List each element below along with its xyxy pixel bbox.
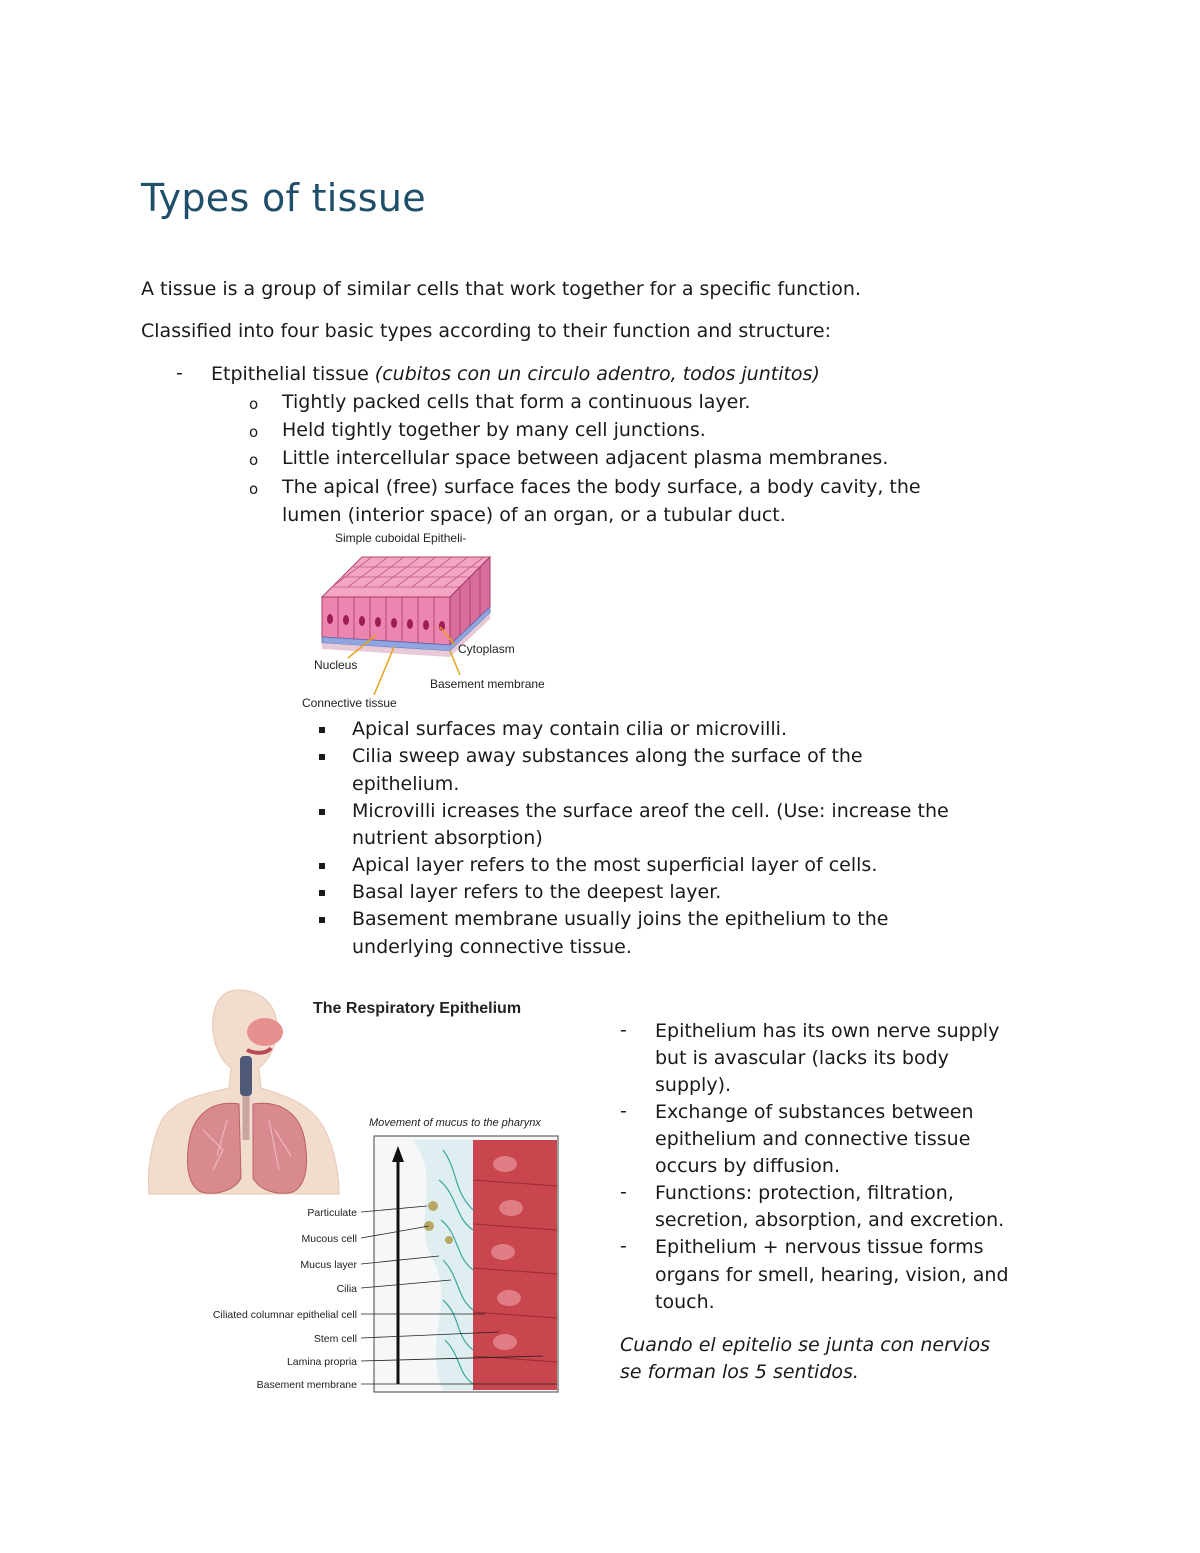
- sub-point-line: nutrient absorption): [352, 827, 543, 849]
- figure2-label: Ciliated columnar epithelial cell: [212, 1309, 357, 1321]
- square-bullet: [319, 917, 325, 923]
- epithelial-note: (cubitos con un circulo adentro, todos juntitos): [374, 363, 820, 385]
- figure2-label: Mucus layer: [300, 1259, 357, 1271]
- dash-bullet: -: [620, 1181, 627, 1203]
- figure1-label-cytoplasm: Cytoplasm: [458, 642, 515, 656]
- sub-point-line: Apical surfaces may contain cilia or microvilli.: [352, 718, 787, 740]
- epithelial-point-continued: lumen (interior space) of an organ, or a tubular duct.: [282, 504, 786, 526]
- dash-bullet: -: [620, 1235, 627, 1257]
- sub-point-line: Basal layer refers to the deepest layer.: [352, 881, 722, 903]
- right-point-line: occurs by diffusion.: [655, 1155, 841, 1177]
- epithelial-point: The apical (free) surface faces the body surface, a body cavity, the: [282, 476, 921, 498]
- square-bullet: [319, 754, 325, 760]
- circle-bullet: o: [249, 480, 259, 498]
- figure2-title: The Respiratory Epithelium: [313, 1000, 522, 1017]
- circle-bullet: o: [249, 423, 259, 441]
- dash-bullet: -: [176, 362, 183, 384]
- square-bullet: [319, 809, 325, 815]
- figure2-label: Particulate: [307, 1207, 357, 1219]
- respiratory-epithelium-figure: [143, 980, 565, 1396]
- closing-note-line: [620, 1332, 990, 1359]
- square-bullet: [319, 890, 325, 896]
- right-point-line: organs for smell, hearing, vision, and: [655, 1264, 1009, 1286]
- figure2-label: Cilia: [336, 1283, 357, 1295]
- right-point-line: Exchange of substances between: [655, 1101, 974, 1123]
- classified-paragraph: Classified into four basic types according to their function and structure:: [141, 320, 832, 342]
- figure1-label-basement: Basement membrane: [430, 677, 545, 691]
- intro-paragraph: A tissue is a group of similar cells that work together for a specific function.: [141, 278, 862, 300]
- figure1-label-nucleus: Nucleus: [314, 658, 358, 672]
- epithelial-name: Etpithelial tissue: [211, 363, 375, 385]
- cuboidal-epithelium-figure: [300, 527, 552, 713]
- square-bullet: [319, 863, 325, 869]
- circle-bullet: o: [249, 395, 259, 413]
- sub-point-line: epithelium.: [352, 773, 460, 795]
- sub-point-line: Basement membrane usually joins the epithelium to the: [352, 908, 889, 930]
- figure2-caption: Movement of mucus to the pharynx: [369, 1117, 541, 1129]
- sub-point-line: Microvilli icreases the surface areof the cell. (Use: increase the: [352, 800, 949, 822]
- closing-note-text: se forman los 5 sentidos.: [620, 1361, 859, 1383]
- closing-note-line: [620, 1359, 859, 1386]
- figure2-label: Stem cell: [313, 1333, 357, 1345]
- figure1-label-connective: Connective tissue: [302, 696, 397, 710]
- page-title: Types of tissue: [141, 176, 426, 220]
- right-point-line: Epithelium has its own nerve supply: [655, 1020, 1000, 1042]
- closing-note-text: Cuando el epitelio se junta con nervios: [620, 1334, 990, 1356]
- epithelial-point: Little intercellular space between adjacent plasma membranes.: [282, 447, 889, 469]
- figure2-label: Mucous cell: [301, 1233, 357, 1245]
- dash-bullet: -: [620, 1100, 627, 1122]
- right-point-line: supply).: [655, 1074, 732, 1096]
- right-point-line: but is avascular (lacks its body: [655, 1047, 949, 1069]
- right-point-line: touch.: [655, 1291, 715, 1313]
- figure2-label: Lamina propria: [286, 1356, 357, 1368]
- sub-point-line: underlying connective tissue.: [352, 936, 632, 958]
- sub-point-line: Cilia sweep away substances along the surface of the: [352, 745, 863, 767]
- right-point-line: Epithelium + nervous tissue forms: [655, 1236, 984, 1258]
- right-point-line: Functions: protection, filtration,: [655, 1182, 954, 1204]
- sub-point-line: Apical layer refers to the most superficial layer of cells.: [352, 854, 878, 876]
- dash-bullet: -: [620, 1019, 627, 1041]
- figure2-label: Basement membrane: [256, 1379, 357, 1391]
- square-bullet: [319, 727, 325, 733]
- circle-bullet: o: [249, 451, 259, 469]
- epithelial-point: Held tightly together by many cell junctions.: [282, 419, 706, 441]
- right-point-line: secretion, absorption, and excretion.: [655, 1209, 1005, 1231]
- epithelial-point: Tightly packed cells that form a continuous layer.: [282, 391, 751, 413]
- right-point-line: epithelium and connective tissue: [655, 1128, 971, 1150]
- figure1-title: Simple cuboidal Epitheli-: [335, 531, 467, 545]
- epithelial-heading: [211, 361, 820, 388]
